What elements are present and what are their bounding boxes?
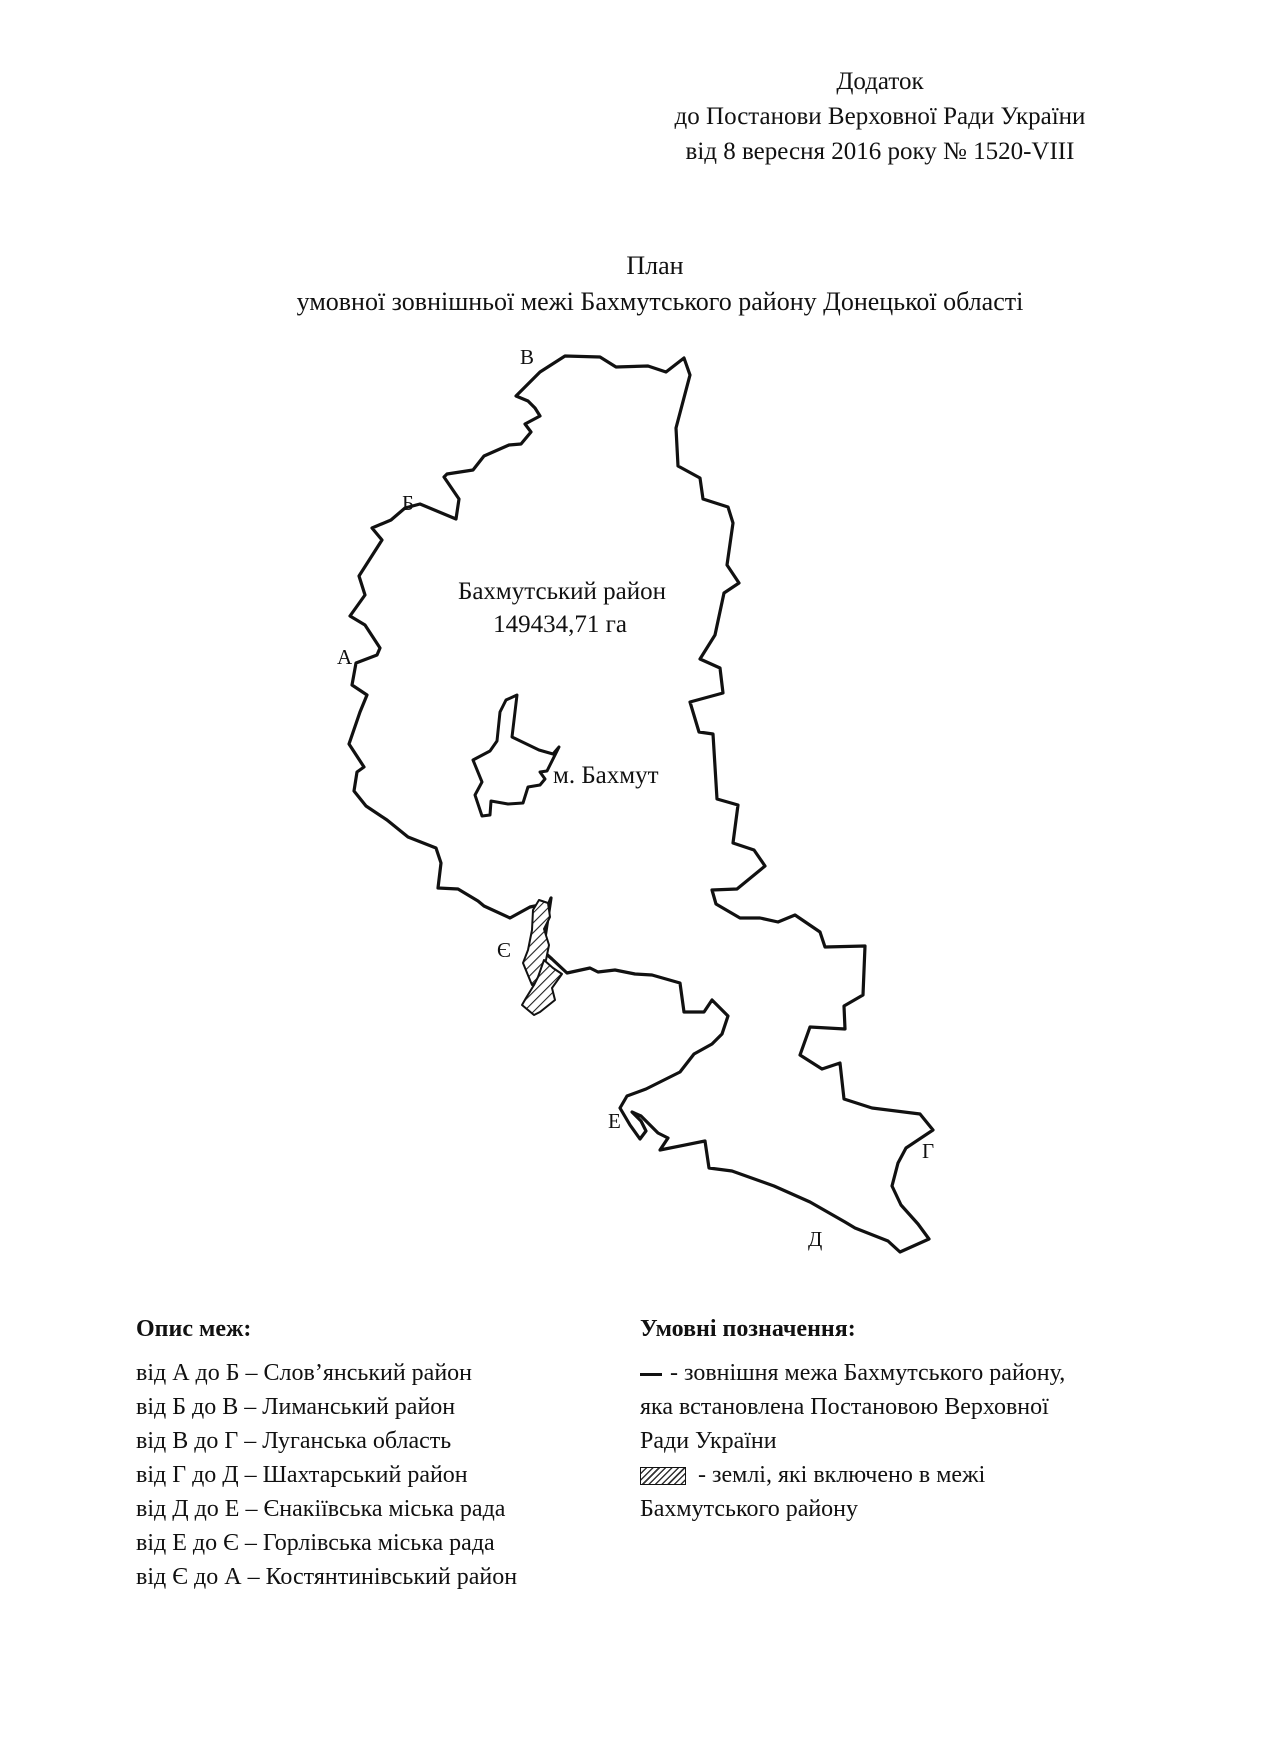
city-label: м. Бахмут <box>553 762 659 789</box>
boundary-item: від Б до В – Лиманський район <box>136 1394 456 1420</box>
addendum-line-2: до Постанови Верховної Ради України <box>674 103 1086 130</box>
point-label-d: Д <box>808 1227 823 1251</box>
legend-line-item <box>640 1356 1160 1390</box>
title-line-2: умовної зовнішньої межі Бахмутського району Донецької області <box>296 287 1024 316</box>
bakhmut-city-boundary <box>473 695 559 816</box>
point-label-a: А <box>337 645 353 669</box>
legend-hatch-text-2: Бахмутського району <box>640 1496 859 1522</box>
district-boundary <box>349 356 933 1252</box>
point-label-ye: Є <box>497 938 511 962</box>
boundary-description <box>136 1312 517 1594</box>
legend-line-text-3: Ради України <box>640 1428 777 1454</box>
legend-line-text-2: яка встановлена Постановою Верховної <box>640 1394 1049 1420</box>
point-label-v: В <box>520 345 535 369</box>
boundary-item: від Д до Е – Єнакіївська міська рада <box>136 1496 506 1522</box>
boundary-item: від В до Г – Луганська область <box>136 1428 452 1454</box>
hatch-swatch <box>640 1467 686 1485</box>
legend-heading: Умовні позначення: <box>640 1316 856 1342</box>
boundary-item: від Е до Є – Горлівська міська рада <box>136 1530 495 1556</box>
boundary-item: від Г до Д – Шахтарський район <box>136 1462 468 1488</box>
boundary-description-heading: Опис меж: <box>136 1316 252 1342</box>
boundary-item: від А до Б – Слов’янський район <box>136 1360 473 1386</box>
addendum-line-3: від 8 вересня 2016 року № 1520-VIII <box>685 138 1075 165</box>
legend-hatch-item <box>640 1458 1160 1492</box>
addendum-line-1: Додаток <box>836 68 924 95</box>
map-legend <box>640 1312 1160 1526</box>
point-label-g: Г <box>922 1139 935 1163</box>
boundary-item: від Є до А – Костянтинівський район <box>136 1564 518 1590</box>
district-area-label: 149434,71 га <box>493 611 627 638</box>
title-line-1: План <box>626 251 684 280</box>
legend-hatch-text-1: - землі, які включено в межі <box>698 1462 986 1488</box>
point-label-b: Б <box>402 491 415 515</box>
district-name-label: Бахмутський район <box>457 578 667 605</box>
legend-line-text-1: - зовнішня межа Бахмутського району, <box>670 1360 1066 1386</box>
point-label-e: Е <box>608 1109 621 1133</box>
boundary-line-swatch <box>640 1373 662 1376</box>
